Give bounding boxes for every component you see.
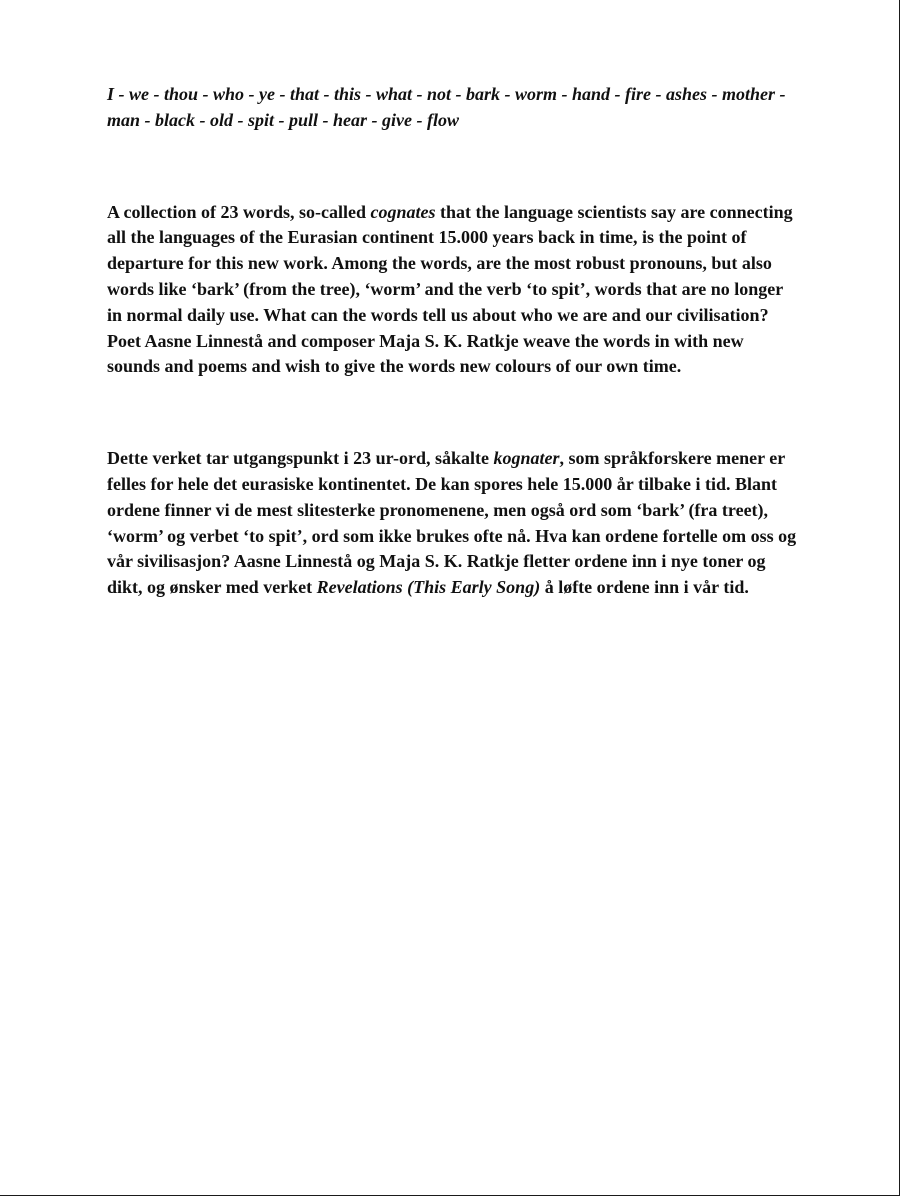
english-term-cognates: cognates (370, 201, 436, 222)
norwegian-text-part1: Dette verket tar utgangspunkt i 23 ur-ord, såkalte (107, 448, 494, 469)
english-text-part1: A collection of 23 words, so-called (107, 201, 371, 222)
norwegian-text-part2: , som språkforskere mener er felles for hele det eurasiske kontinentet. De kan spores hele 15.000 år tilbake i tid. Blant ordene finner vi de mest slitesterke pronomenene, men også ord som ‘bark’ (fra treet), ‘worm’ og verbet ‘to spit’, ord som ikke brukes ofte nå. Hva kan ordene fortelle om oss og vår sivilisasjon? Aasne Linnestå og Maja S. K. Ratkje fletter ordene inn i nye toner og dikt, og ønsker med verket (107, 448, 797, 598)
english-paragraph (107, 200, 797, 381)
norwegian-term-kognater: kognater (493, 448, 560, 469)
norwegian-text-part3: å løfte ordene inn i vår tid. (540, 577, 749, 598)
document-body (107, 82, 797, 601)
norwegian-paragraph (107, 446, 797, 601)
work-title: Revelations (This Early Song) (316, 577, 541, 598)
english-text-part2: that the language scientists say are connecting all the languages of the Eurasian continent 15.000 years back in time, is the point of departure for this new work. Among the words, are the most robust pronouns, but also words like ‘bark’ (from the tree), ‘worm’ and the verb ‘to spit’, words that are no longer in normal daily use. What can the words tell us about who we are and our civilisation? Poet Aasne Linnestå and composer Maja S. K. Ratkje weave the words in with new sounds and poems and wish to give the words new colours of our own time. (107, 201, 793, 377)
cognate-word-list: I - we - thou - who - ye - that - this - what - not - bark - worm - hand - fire - ashes - mother - man - black - old - spit - pull - hear - give - flow (107, 84, 786, 130)
